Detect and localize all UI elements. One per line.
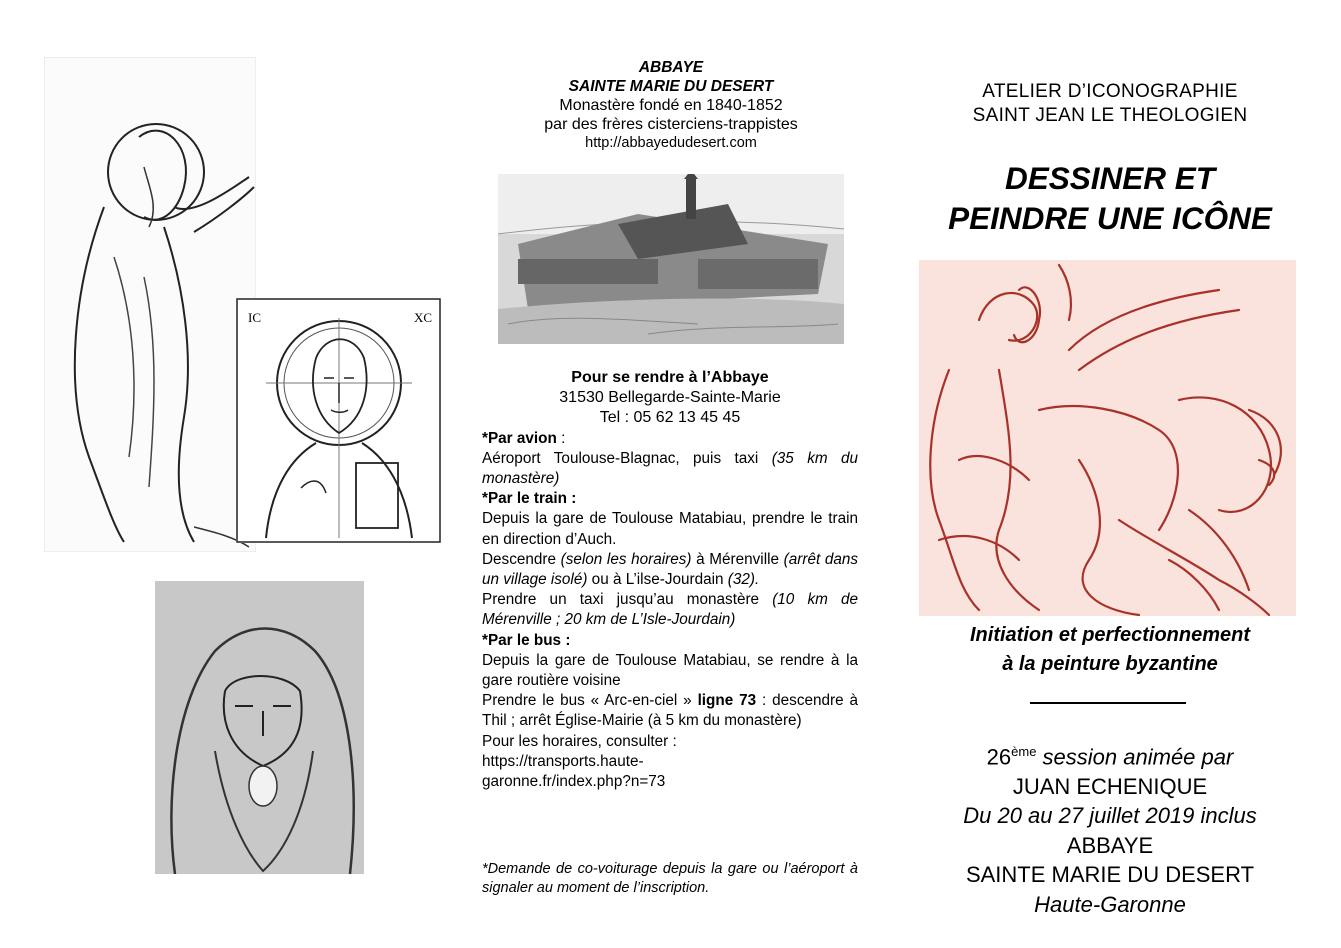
abbey-name-line1: ABBAYE (638, 59, 704, 76)
subtitle (905, 621, 1315, 679)
bus-text1: Depuis la gare de Toulouse Matabiau, se rendre à la gare routière voisine (482, 651, 858, 690)
christ-face-sketch (155, 581, 364, 874)
train-text3b: (10 km de Mérenville ; 20 km de L’Isle-Jourdain) (482, 591, 858, 629)
teacher-name: JUAN ECHENIQUE (1012, 773, 1208, 799)
carpool-note: *Demande de co-voiturage depuis la gare ou l’aéroport à signaler au moment de l’inscription. (482, 861, 858, 896)
plane-colon: : (556, 429, 566, 447)
pantocrator-sketch (236, 298, 441, 543)
atelier-line2: SAINT JEAN LE THEOLOGIEN (972, 105, 1248, 126)
session-suffix: ème (1011, 744, 1037, 759)
atelier-name (910, 80, 1310, 128)
founders-line: par des frères cisterciens-trappistes (544, 116, 798, 133)
bus-url1[interactable]: https://transports.haute- (482, 752, 644, 770)
christ-label-right: XC (414, 310, 433, 325)
train-text2a: Descendre (482, 550, 561, 568)
train-text2e: ou à L’ilse-Jourdain (587, 571, 728, 589)
subtitle-line1: Initiation et perfectionnement (969, 624, 1251, 646)
standing-christ-sketch (44, 57, 256, 552)
train-text1: Depuis la gare de Toulouse Matabiau, prendre le train en direction d’Auch. (482, 510, 858, 548)
train-text2f: (32). (727, 571, 760, 589)
website-link[interactable]: http://abbayedudesert.com (585, 135, 757, 151)
session-number: 26 (986, 744, 1012, 770)
christ-label-left: IC (248, 310, 261, 325)
train-text2d: (arrêt dans un village isolé) (482, 550, 859, 589)
travel-directions (482, 368, 858, 792)
plane-text-note: (35 km du monastère) (482, 449, 859, 488)
abbey-engraving (498, 174, 844, 344)
train-text2c: à Mérenville (691, 550, 784, 568)
bus-text2b: ligne 73 (697, 692, 757, 710)
bus-text2 (482, 691, 858, 731)
plane-heading: *Par avion (482, 429, 557, 447)
plane-section (482, 429, 858, 449)
session-text: session animée par (1036, 744, 1234, 770)
venue-line1: ABBAYE (1066, 832, 1154, 858)
main-title-line1: DESSINER ET (1004, 160, 1216, 196)
bus-text2c: : descendre à Thil ; arrêt Église-Mairie (à 5 km du monastère) (482, 692, 858, 730)
bus-text2a: Prendre le bus « Arc-en-ciel » (482, 692, 698, 710)
plane-text (482, 449, 858, 489)
abbey-name-line2: SAINTE MARIE DU DESERT (568, 78, 774, 95)
train-text2b: (selon les horaires) (560, 550, 692, 568)
main-title-line2: PEINDRE UNE ICÔNE (948, 200, 1272, 236)
train-text3 (482, 590, 858, 630)
train-text2 (482, 550, 858, 590)
atelier-line1: ATELIER D’ICONOGRAPHIE (982, 81, 1238, 102)
bus-heading: *Par le bus : (482, 631, 571, 649)
divider-rule (1030, 702, 1186, 704)
abbey-address: 31530 Bellegarde-Sainte-Marie (559, 389, 781, 407)
abbey-header (482, 58, 860, 153)
session-dates: Du 20 au 27 juillet 2019 inclus (963, 803, 1257, 829)
plane-text-main: Aéroport Toulouse-Blagnac, puis taxi (482, 449, 772, 467)
abbey-phone: Tel : 05 62 13 45 45 (599, 409, 741, 427)
founded-line: Monastère fondé en 1840-1852 (559, 97, 783, 114)
region: Haute-Garonne (1034, 891, 1186, 917)
train-heading: *Par le train : (482, 490, 577, 508)
venue-line2: SAINTE MARIE DU DESERT (965, 862, 1255, 888)
red-figure-drawing (919, 260, 1296, 616)
main-title (905, 158, 1315, 238)
travel-title: Pour se rendre à l’Abbaye (571, 369, 769, 386)
train-text3a: Prendre un taxi jusqu’au monastère (482, 591, 773, 609)
bus-text3: Pour les horaires, consulter : (482, 732, 677, 750)
bus-url2[interactable]: garonne.fr/index.php?n=73 (482, 773, 666, 791)
session-line (905, 737, 1315, 772)
session-info (905, 737, 1315, 919)
subtitle-line2: à la peinture byzantine (1002, 653, 1218, 675)
